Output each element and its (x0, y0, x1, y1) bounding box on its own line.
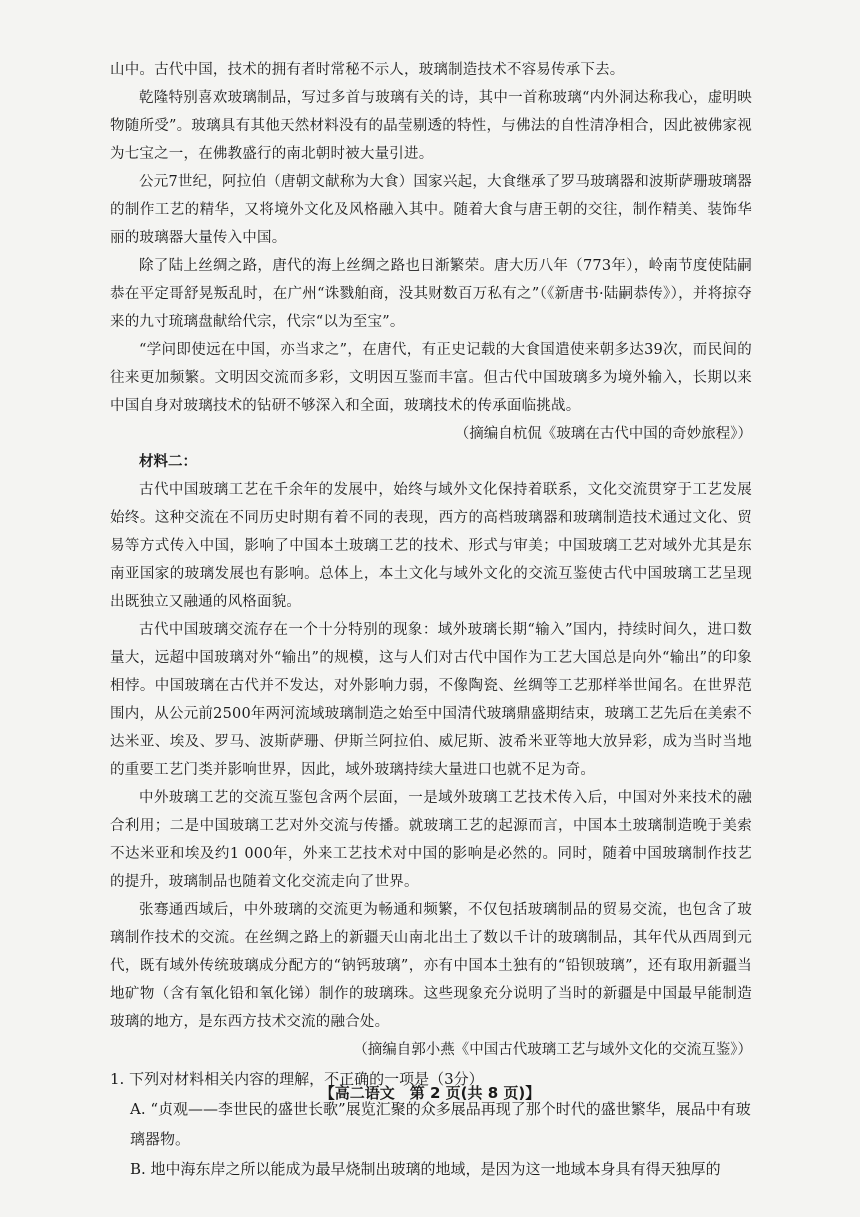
paragraph: “学问即使远在中国，亦当求之”，在唐代，有正史记载的大食国遣使来朝多达39次，而民间的往来更加频繁。文明因交流而多彩，文明因互鉴而丰富。但古代中国玻璃多为境外输入，长期以来中国自身对玻璃技术的钻研不够深入和全面，玻璃技术的传承面临挑战。 (110, 342, 752, 414)
source-citation: （摘编自郭小燕《中国古代玻璃工艺与域外文化的交流互鉴》） (353, 1042, 752, 1058)
page-footer: 【高二语文 第 2 页(共 8 页)】 (319, 1084, 541, 1102)
paragraph: 张骞通西域后，中外玻璃的交流更为畅通和频繁，不仅包括玻璃制品的贸易交流，也包含了玻璃制作技术的交流。在丝绸之路上的新疆天山南北出土了数以千计的玻璃制品，其年代从西周到元代，既有域外传统玻璃成分配方的“钠钙玻璃”，亦有中国本土独有的“铅钡玻璃”，还有取用新疆当地矿物（含有氧化铅和氧化锑）制作的玻璃珠。这些现象充分说明了当时的新疆是中国最早能制造玻璃的地方，是东西方技术交流的融合处。 (110, 902, 752, 1030)
question-stem: 1. 下列对材料相关内容的理解，不正确的一项是（3分） (110, 1070, 484, 1088)
paragraph: 除了陆上丝绸之路，唐代的海上丝绸之路也日渐繁荣。唐大历八年（773年），岭南节度使陆嗣恭在平定哥舒晃叛乱时，在广州“诛戮舶商，没其财数百万私有之”（《新唐书·陆嗣恭传》），并将掠夺来的九寸琉璃盘献给代宗，代宗“以为至宝”。 (110, 258, 752, 330)
material-heading: 材料二： (139, 453, 197, 470)
source-citation: （摘编自杭侃《玻璃在古代中国的奇妙旅程》） (454, 426, 752, 442)
paragraph: 古代中国玻璃交流存在一个十分特别的现象：域外玻璃长期“输入”国内，持续时间久，进口数量大，远超中国玻璃对外“输出”的规模，这与人们对古代中国作为工艺大国总是向外“输出”的印象相悖。中国玻璃在古代并不发达，对外影响力弱，不像陶瓷、丝绸等工艺那样举世闻名。在世界范围内，从公元前2500年两河流域玻璃制造之始至中国清代玻璃鼎盛期结束，玻璃工艺先后在美索不达米亚、埃及、罗马、波斯萨珊、伊斯兰阿拉伯、威尼斯、波希米亚等地大放异彩，成为当时当地的重要工艺门类并影响世界，因此，域外玻璃持续大量进口也就不足为奇。 (110, 622, 752, 778)
paragraph: 中外玻璃工艺的交流互鉴包含两个层面，一是域外玻璃工艺技术传入后，中国对外来技术的融合利用；二是中国玻璃工艺对外交流与传播。就玻璃工艺的起源而言，中国本土玻璃制造晚于美索不达米亚和埃及约1 000年，外来工艺技术对中国的影响是必然的。同时，随着中国玻璃制作技艺的提升，玻璃制品也随着文化交流走向了世界。 (110, 790, 752, 890)
paragraph: 公元7世纪，阿拉伯（唐朝文献称为大食）国家兴起，大食继承了罗马玻璃器和波斯萨珊玻璃器的制作工艺的精华，又将境外文化及风格融入其中。随着大食与唐王朝的交往，制作精美、装饰华丽的玻璃器大量传入中国。 (110, 174, 752, 246)
paragraph: 山中。古代中国，技术的拥有者时常秘不示人，玻璃制造技术不容易传承下去。 (110, 62, 625, 78)
paragraph: 古代中国玻璃工艺在千余年的发展中，始终与域外文化保持着联系，文化交流贯穿于工艺发展始终。这种交流在不同历史时期有着不同的表现，西方的高档玻璃器和玻璃制造技术通过文化、贸易等方式传入中国，影响了中国本土玻璃工艺的技术、形式与审美；中国玻璃工艺对域外尤其是东南亚国家的玻璃发展也有影响。总体上，本土文化与域外文化的交流互鉴使古代中国玻璃工艺呈现出既独立又融通的风格面貌。 (110, 482, 752, 610)
option-a: A. “贞观——李世民的盛世长歌”展览汇聚的众多展品再现了那个时代的盛世繁华，展品中有玻璃器物。 (130, 1100, 751, 1148)
option-b: B. 地中海东岸之所以能成为最早烧制出玻璃的地域，是因为这一地域本身具有得天独厚的 (130, 1160, 721, 1178)
paragraph: 乾隆特别喜欢玻璃制品，写过多首与玻璃有关的诗，其中一首称玻璃“内外洞达称我心，虚明映物随所受”。玻璃具有其他天然材料没有的晶莹剔透的特性，与佛法的自性清净相合，因此被佛家视为七宝之一，在佛教盛行的南北朝时被大量引进。 (110, 90, 752, 162)
